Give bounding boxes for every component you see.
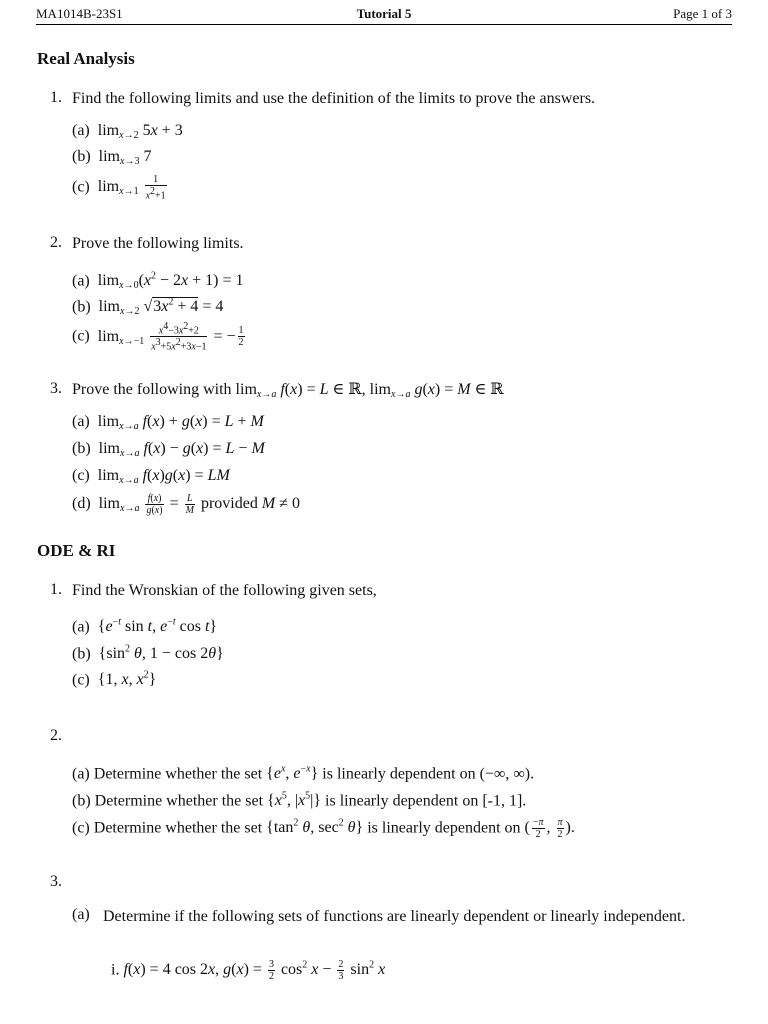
part-label: (c): [72, 327, 90, 345]
question-text: Find the following limits and use the definition of the limits to prove the answers.: [72, 90, 596, 107]
subpart-item: [111, 956, 385, 982]
part-label: (c): [72, 819, 90, 837]
part-item: [72, 293, 223, 322]
part-label: (a): [72, 765, 90, 783]
math-expression: $\lim_{x\to a} f(x)g(x)$ = LM: [93, 467, 230, 486]
math-expression: $\lim_{x\to-1}$ $\frac{x^4-3x^2+2}{x^3+5x^2+3x-1}$ = − $\frac{1}{2}$: [93, 321, 244, 353]
math-expression: {$e^x$, $e^{-x}$}: [266, 764, 323, 783]
part-item: [72, 321, 247, 353]
math-expression: $\lim_{x\to 0}(x^2 - 2x + 1) = 1$: [93, 271, 244, 292]
part-item: [72, 493, 300, 519]
part-label: (a): [72, 618, 90, 636]
question-number: 2.: [50, 234, 62, 251]
course-code: MA1014B-23S1: [36, 6, 123, 21]
part-text: Determine if the following sets of functions are linearly dependent or linearly independent.: [103, 908, 686, 925]
page-header: [36, 6, 732, 25]
part-text: is linearly dependent on: [322, 765, 476, 783]
math-expression: ( $\frac{-\pi}{2}$ , $\frac{\pi}{2}$ ).: [524, 817, 575, 841]
math-expression: f(x) = 4 cos 2x, g(x) = $\frac{3}{2}$ $\cos^2 x$ − $\frac{2}{3}$ $\sin^2 x$: [123, 959, 386, 983]
math-expression: $\lim_{x\to 2} √3x^2 + 4 = 4$: [94, 297, 224, 318]
part-item: [72, 267, 244, 296]
part-item: [72, 613, 217, 637]
part-text: Determine whether the set: [93, 765, 263, 783]
part-text: is linearly dependent on: [367, 819, 521, 837]
math-expression: {$x^5$, $|x^5|$}: [267, 791, 326, 810]
part-label: (b): [72, 792, 91, 810]
question-number: 2.: [50, 727, 62, 744]
math-expression: $\lim_{x\to a} f(x) = L$ ∈ ℝ, $\lim_{x\to a} g(x) = M$ ∈ ℝ: [235, 381, 504, 400]
question-text-prefix: Prove the following with: [72, 381, 232, 398]
part-label: (c): [72, 671, 90, 689]
part-item: [72, 760, 534, 784]
math-expression: (−∞, ∞).: [479, 765, 535, 783]
part-text: Determine whether the set: [94, 792, 264, 810]
section-title-ode-ri: ODE & RI: [37, 541, 116, 560]
section-title-real-analysis: Real Analysis: [37, 49, 135, 68]
part-item: [72, 439, 265, 464]
question-text: Find the Wronskian of the following given sets,: [72, 582, 377, 599]
question-text: [72, 380, 504, 405]
part-item: [72, 466, 230, 491]
math-expression: $\lim_{x\to 3} 7$: [94, 148, 152, 167]
part-item: [72, 412, 264, 437]
part-item: [72, 787, 526, 811]
part-label: (a): [72, 413, 90, 430]
part-item: [72, 814, 575, 840]
part-item: [72, 174, 169, 202]
math-expression: {$\sin^2$ θ, 1 − cos 2θ}: [94, 644, 224, 663]
part-item: [72, 121, 183, 146]
page-number: Page 1 of 3: [673, 6, 732, 21]
question-number: 3.: [50, 873, 62, 890]
part-label: (b): [72, 298, 91, 316]
question-number: 1.: [50, 581, 62, 598]
question-number: 1.: [50, 89, 62, 106]
subpart-label: i.: [111, 961, 120, 979]
part-text: Determine whether the set: [93, 819, 263, 837]
part-label: (b): [72, 645, 91, 663]
math-expression: $\lim_{x\to 2} 5x + 3$: [93, 122, 183, 141]
part-label: (a): [72, 272, 90, 290]
math-expression: {1, x, $x^2$}: [93, 670, 157, 689]
part-item: [72, 666, 156, 690]
part-label: (b): [72, 440, 91, 457]
math-expression: $\lim_{x\to 1}$ $\frac{1}{x^2+1}$: [93, 174, 166, 202]
question-number: 3.: [50, 380, 62, 397]
provided-text: provided: [200, 495, 258, 513]
part-label: (c): [72, 467, 90, 484]
part-label: (a): [72, 906, 90, 923]
part-text: is linearly dependent on [-1, 1].: [325, 792, 527, 810]
math-expression: M ≠ 0: [261, 495, 300, 513]
part-label: (c): [72, 178, 90, 196]
question-text: Prove the following limits.: [72, 235, 244, 252]
math-expression: {$e^{-t}$ sin t, $e^{-t}$ cos t}: [93, 617, 218, 636]
document-title: Tutorial 5: [356, 6, 412, 21]
part-label: (b): [72, 148, 91, 165]
part-label: (d): [72, 495, 91, 513]
part-item: [72, 147, 151, 172]
math-expression: $\lim_{x\to a}$ $\frac{f(x)}{g(x)}$ = $\frac{L}{M}$: [94, 493, 194, 516]
math-expression: {$\tan^2$ θ, $\sec^2 \theta$}: [266, 818, 368, 837]
math-expression: $\lim_{x\to a} f(x) + g(x) = L + M$: [93, 413, 264, 432]
part-label: (a): [72, 122, 90, 139]
part-item: [72, 640, 224, 664]
math-expression: $\lim_{x\to a} f(x) - g(x) = L - M$: [94, 440, 265, 459]
